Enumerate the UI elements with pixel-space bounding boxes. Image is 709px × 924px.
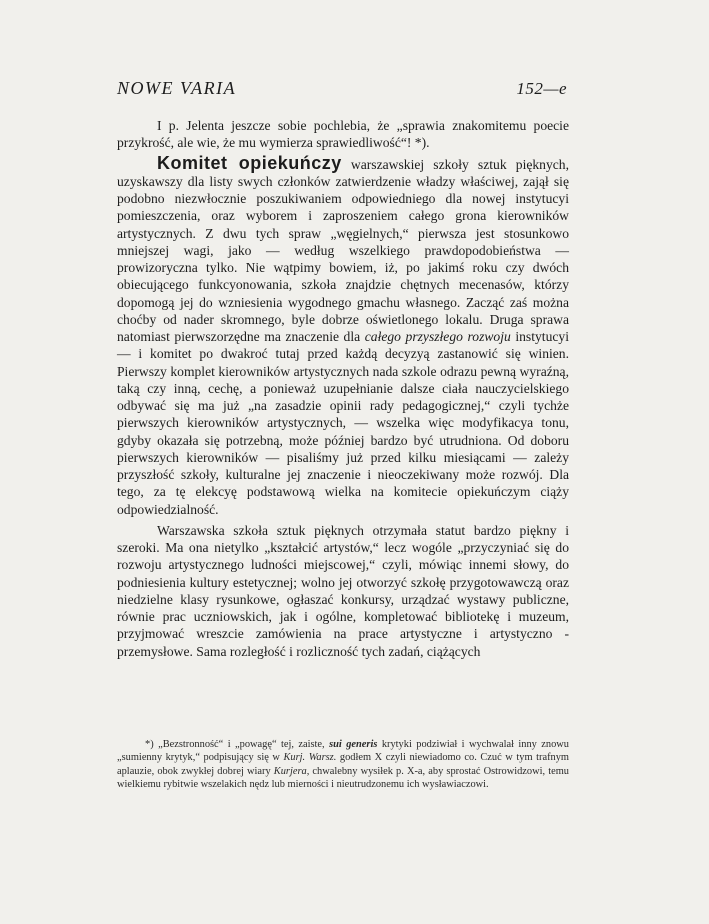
paragraph-1-text: I p. Jelenta jeszcze sobie pochlebia, że „sprawia znakomitemu poecie przykrość, ale wie, że mu wymierza sprawiedliwość“! *).: [117, 118, 569, 151]
footnote-italic-d: Kurj. Warsz.: [283, 752, 337, 764]
page-number: 152—e: [516, 79, 567, 98]
paragraph-3-text: Warszawska szkoła sztuk pięknych otrzymała statut bardzo piękny i szeroki. Ma ona nietylko „kształcić artystów,“ lecz wogóle „przyczyniać się do rozwoju artystycznego ludności miejscowej,“ czyli, mówiąc innemi słowy, do podniesienia kultury estetycznej; wolno jej otworzyć szkołę przygotowawczą oraz niedzielne klasy rysunkowe, ogłaszać konkursy, urządzać wystawy publiczne, równie prac uczniowskich, jak i ogólne, kompletować bibliotekę i muzeum, przyjmować wreszcie zamówienia na prace artystyczne i artystyczno - przemysłowe. Sama rozległość i rozliczność tych zadań, ciążących: [117, 522, 569, 659]
paragraph-1: [117, 117, 569, 152]
paragraph-2-italic: całego przyszłego rozwoju: [364, 329, 511, 344]
paragraph-2-text-a: warszawskiej szkoły sztuk pięknych, uzyskawszy dla listy swych członków zatwierdzenie władzy właściwej, zajął się podobno niezwłocznie poszukiwaniem odpowiedniego dla nowej instytucyi pomieszczenia, oraz wyborem i zaproszeniem całego grona kierowników artystycznych. Z dwu tych spraw „węgielnych,“ pierwsza jest stosunkowo mniejszej wagi, jako — według wszelkiego prawdopodobieństwa — prowizoryczna tylko. Nie wątpimy bowiem, iż, po jakimś roku czy dwóch obiecującego funkcyonowania, szkoła znajdzie chętnych mecenasów, którzy dopomogą jej do wzniesienia wygodnego gmachu własnego. Zacząć zaś można choćby od nader skromnego, byle dobrze oświetlonego lokalu. Druga sprawa natomiast pierwszorzędne ma znaczenie dla: [117, 156, 570, 344]
footnote-text-a: *) „Bezstronność“ i „powagę“ tej, zaiste,: [145, 739, 330, 750]
paragraph-heading: Komitet opiekuńczy: [157, 152, 342, 173]
footnote-italic-b: sui generis: [329, 739, 378, 750]
footnote-text-e: godłem X czyli niewiadomo co. Czuć w tym trafnym aplauzie, obok zwykłej dobrej wiary: [117, 752, 569, 777]
footnote: [117, 738, 569, 792]
running-header: [117, 78, 567, 99]
paragraph-3: [117, 522, 569, 660]
paragraph-2-text-b: instytucyi — i komitet po dwakroć tutaj przed każdą decyzyą zastanowić się winien. Pierwszy komplet kierowników artystycznych nada szkole odrazu pewną wyraźną, taką czy inną, cechę, a ponieważ uzupełnianie dalsze ciała nauczycielskiego odbywać się ma już „na zasadzie opinii rady pedagogicznej,“ czyli tychże pierwszych kierowników artystycznych, — wszelka więc modyfikacya tonu, gdyby okazała się potrzebną, może później bardzo być utrudniona. Od doboru pierwszych kierowników — pisaliśmy już przed kilku miesiącami — zależy przyszłość szkoły, kulturalne jej znaczenie i nieoczekiwany może rozwój. Dla tego, za tę elekcyę podstawową wielka na komitecie opiekuńczym ciąży odpowiedzialność.: [117, 329, 569, 517]
section-title: NOWE VARIA: [117, 78, 237, 98]
footnote-text-c: krytyki podziwiał i wychwalał inny znowu „sumienny krytyk,“ podpisujący się w: [117, 739, 569, 764]
article-body: [117, 117, 569, 660]
paragraph-2: [117, 152, 570, 518]
footnote-text-g: chwalebny wysiłek p. X-a, aby sprostać Ostrowidzowi, temu wielkiemu rybitwie wszelakich nędz lub mierności i nieutrudzonemu ich wysławiaczowi.: [117, 765, 569, 791]
footnote-italic-f: Kurjera,: [273, 765, 310, 777]
